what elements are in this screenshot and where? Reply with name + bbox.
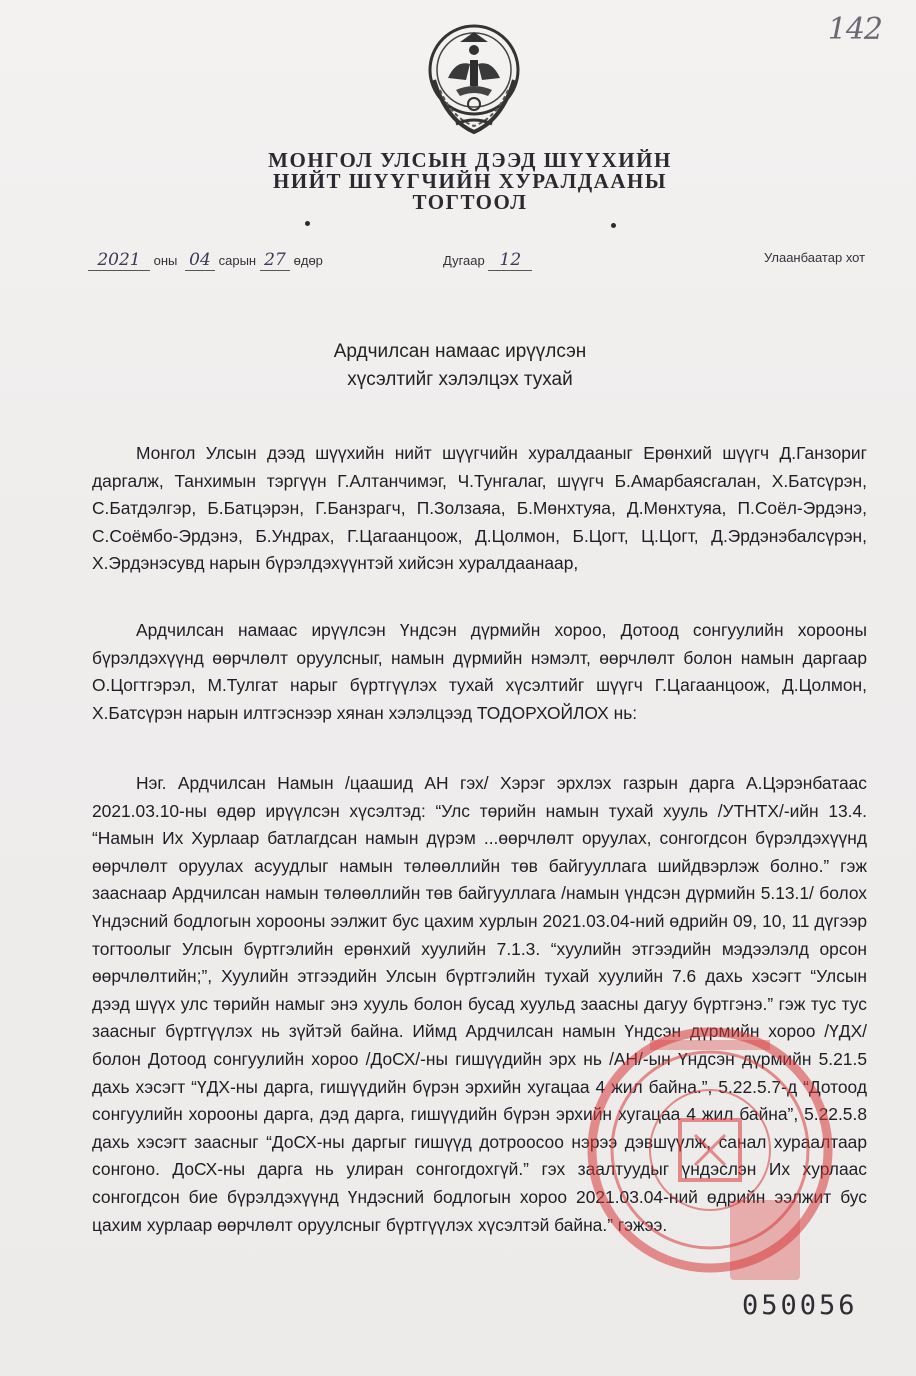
date-year: 2021 xyxy=(88,250,150,271)
dateline xyxy=(88,250,878,276)
resolution-number: 12 xyxy=(488,250,532,271)
number-label: Дугаар xyxy=(443,253,485,268)
state-emblem-icon xyxy=(426,20,522,138)
handwritten-page-number: 142 xyxy=(827,12,882,47)
paragraph-text: Нэг. Ардчилсан Намын /цаашид АН гэх/ Хэрэг эрхлэх газрын дарга А.Цэрэнбатаас 2021.03.10-ны өдөр ирүүлсэн хүсэлтэд: “Улс төрийн намын тухай хууль /УТНТХ/-ийн 13.4. “Намын Их Хурлаар батлагдсан намын дүрэм ...өөрчлөлт оруулах, сонгогдсон бүрэлдэхүүнд өөрчлөлт оруулах асуудлыг намын төлөөллийн төв байгууллага шийдвэрлэж болно.” гэж зааснаар Ардчилсан намын төлөөллийн төв байгууллага /намын үндсэн дүрмийн 5.13.1/ болох Үндэсний бодлогын хорооны ээлжит бус цахим хурлын 2021.03.04-ний өдрийн 09, 10, 11 дүгээр тогтоолыг Улсын бүртгэлийн ерөнхий хуулийн 7.1.3. “хуулийн этгээдийн мэдээлэлд орсон өөрчлөлтийн;”, Хуулийн этгээдийн Улсын бүртгэлийн тухай хуулийн 7.6 дахь хэсэгт “Улсын дээд шүүх улс төрийн намыг энэ хууль болон бусад хуульд заасны дагуу бүртгэнэ.” гэж тус тус заасныг бүртгүүлэх нь зүйтэй байна. Иймд Ардчилсан намын Үндсэн дүрмийн хороо /ҮДХ/ болон Дотоод сонгуулийн хороо /ДоСХ/-ны гишүүдийн эрх нь /АН/-ын Үндсэн дүрмийн 5.21.5 дахь хэсэгт “ҮДХ-ны дарга, гишүүдийн бүрэн эрхийн хугацаа 4 жил байна.”, 5.22.5.7-д “Дотоод сонгуулийн хорооны дарга, дэд дарга, гишүүдийн бүрэн эрхийн хугацаа 4 жил байна”, 5.22.5.8 дахь хэсэгт заасныг “ДоСХ-ны даргыг гишүүд дотроосоо нэрээ дэвшүүлж, санал хураалтаар сонгоно. ДоСХ-ны дарга нь улиран сонгогдохгүй.” гэх заалтуудыг үндэслэн Их хурлаас сонгогдсон бие бүрэлдэхүүнд Үндэсний бодлогын хороо 2021.03.04-ний өдрийн ээлжит бус цахим хурлаар өөрчлөлт оруулсныг бүртгүүлэх хүсэлтэй байна.” гэжээ. xyxy=(92,773,867,1235)
paragraph-text: Монгол Улсын дээд шүүхийн нийт шүүгчийн хуралдааныг Ерөнхий шүүгч Д.Ганзориг даргалж, Танхимын тэргүүн Г.Алтанчимэг, Ч.Тунгалаг, шүүгч Б.Амарбаясгалан, Х.Батсүрэн, С.Батдэлгэр, Б.Батцэрэн, Г.Банзрагч, П.Золзаяа, Б.Мөнхтуяа, Д.Мөнхтуяа, П.Соёл-Эрдэнэ, С.Соёмбо-Эрдэнэ, Б.Ундрах, Г.Цагаанцоож, Д.Цолмон, Б.Цогт, Ц.Цогт, Д.Эрдэнэбалсүрэн, Х.Эрдэнэсувд нарын бүрэлдэхүүнтэй хийсэн хуралдаанаар, xyxy=(92,443,867,574)
date-year-suffix: оны xyxy=(153,253,178,268)
decorative-dot xyxy=(611,223,616,228)
city: Улаанбаатар хот xyxy=(764,250,866,265)
header-line-2: НИЙТ ШҮҮГЧИЙН ХУРАЛДААНЫ xyxy=(273,169,667,193)
serial-number: 050056 xyxy=(742,1290,858,1321)
title-line-1: Ардчилсан намаас ирүүлсэн xyxy=(333,341,587,362)
header-line-3: ТОГТООЛ xyxy=(412,190,528,214)
header-line-1: МОНГОЛ УЛСЫН ДЭЭД ШҮҮХИЙН xyxy=(268,148,672,172)
paragraph-2 xyxy=(92,617,867,727)
document-title xyxy=(180,338,740,394)
date-day: 27 xyxy=(260,250,290,271)
date-day-suffix: өдөр xyxy=(293,253,323,268)
decorative-dot xyxy=(305,221,310,226)
paragraph-1 xyxy=(92,440,867,578)
paragraph-text: Ардчилсан намаас ирүүлсэн Үндсэн дүрмийн хороо, Дотоод сонгуулийн хорооны бүрэлдэхүүнд өөрчлөлт оруулсныг, намын дүрмийн нэмэлт, өөрчлөлт болон намын даргаар О.Цогтгэрэл, М.Тулгат нарыг бүртгүүлэх тухай хүсэлтийг шүүгч Г.Цагаанцоож, Д.Цолмон, Х.Батсүрэн нарын илтгэснээр хянан хэлэлцээд ТОДОРХОЙЛОХ нь: xyxy=(92,620,867,723)
paragraph-3 xyxy=(92,770,867,1239)
date-month: 04 xyxy=(185,250,215,271)
date-month-suffix: сарын xyxy=(218,253,257,268)
title-line-2: хүсэлтийг хэлэлцэх тухай xyxy=(347,369,573,390)
court-header xyxy=(180,150,760,213)
